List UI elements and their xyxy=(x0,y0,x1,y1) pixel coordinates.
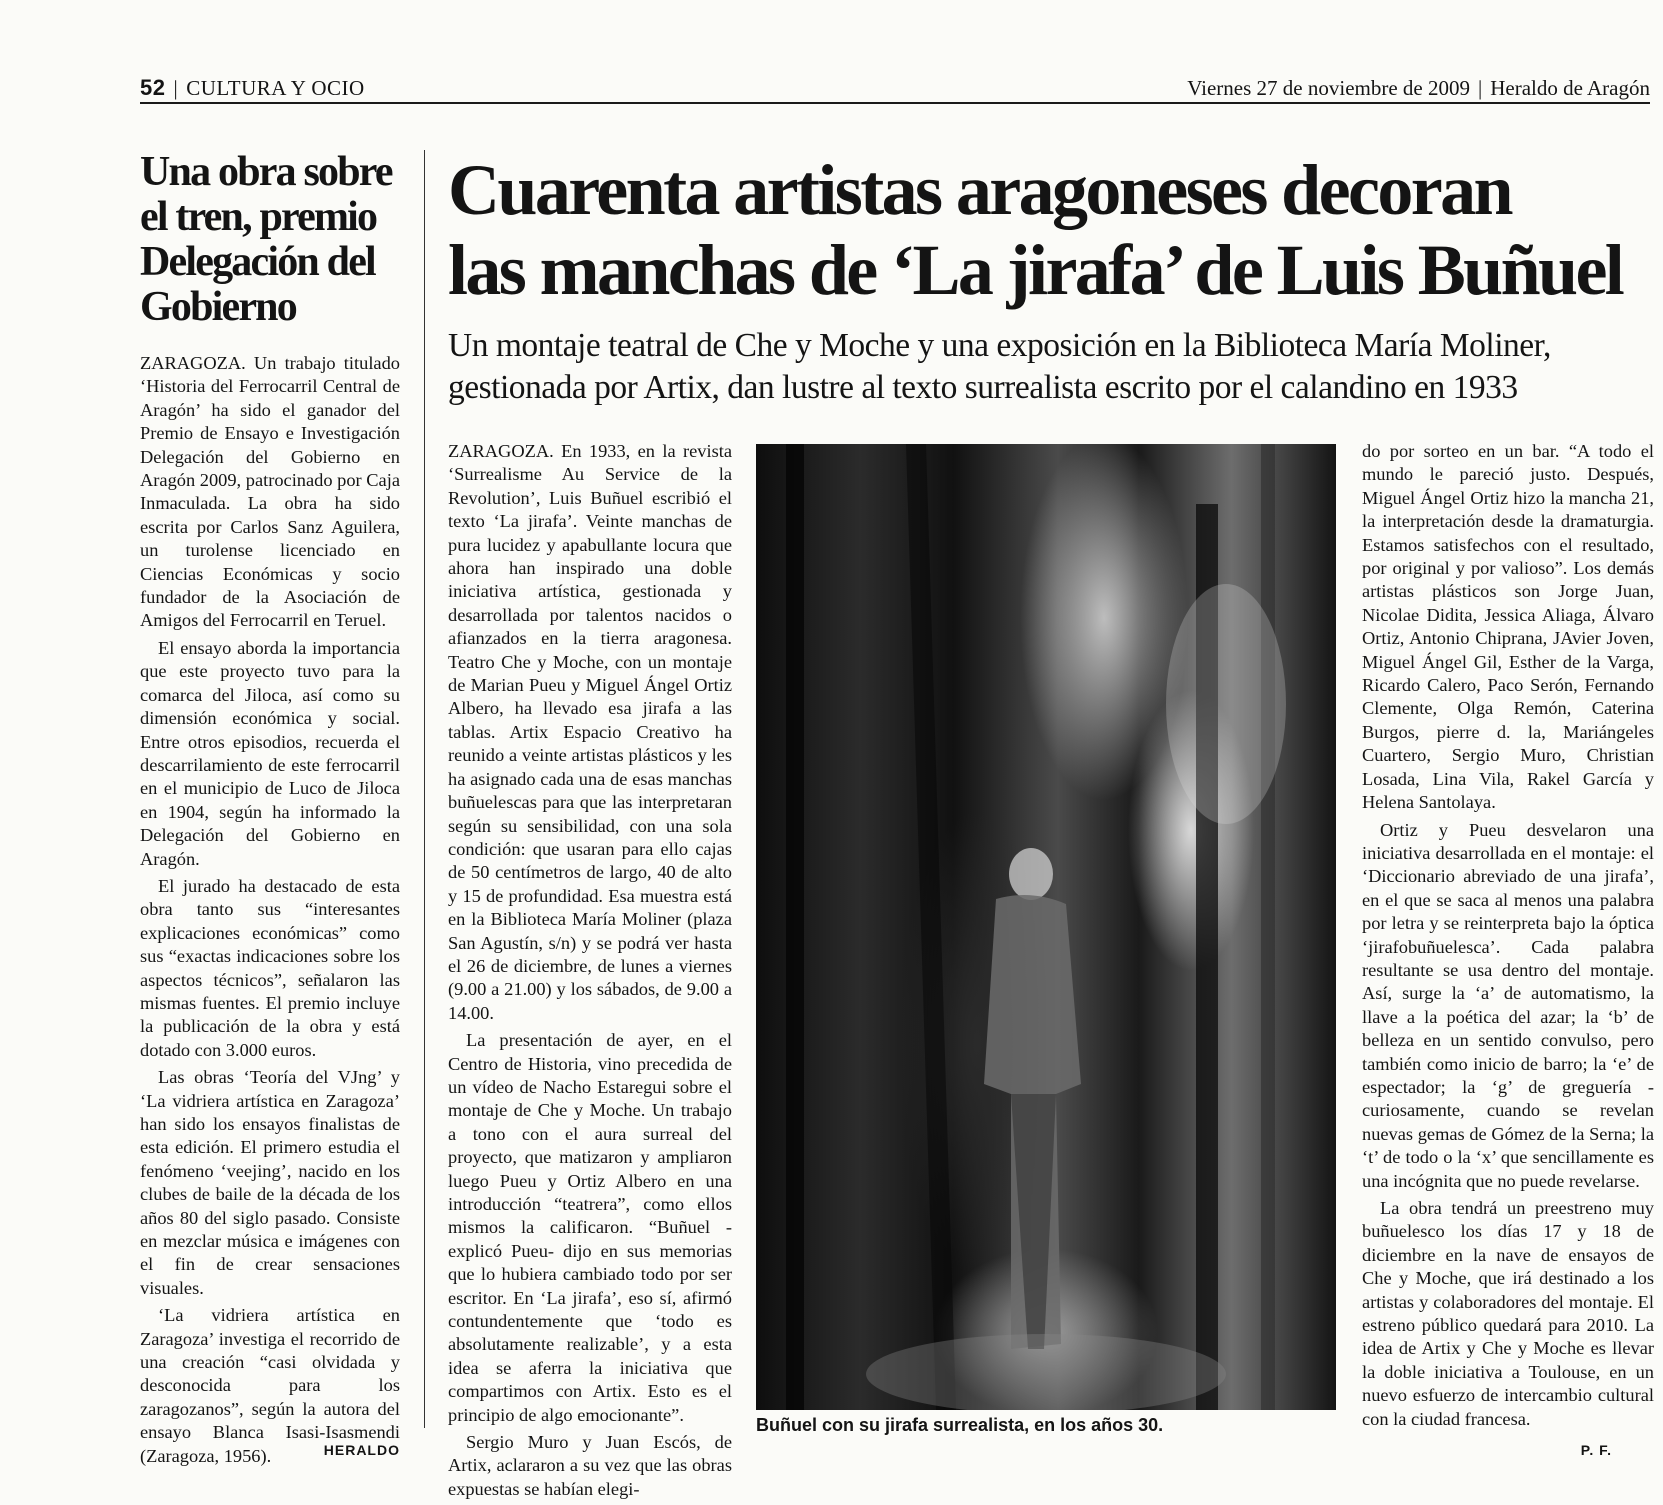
sidebar-paragraph: El jurado ha destacado de esta obra tanto sus “interesantes explicaciones económicas” como sus “exactas indicaciones sobre los aspectos técnicos”, señalaron las mismas fuentes. El premio incluye la publicación de la obra y está dotado con 3.000 euros. xyxy=(140,875,400,1060)
page-number: 52 xyxy=(140,75,166,100)
sidebar-headline: Una obra sobre el tren, premio Delegación del Gobierno xyxy=(140,149,392,330)
page-header-left xyxy=(140,74,365,102)
publication-name: Heraldo de Aragón xyxy=(1490,76,1650,100)
article-paragraph: Ortiz y Pueu desvelaron una iniciativa desarrollada en el montaje: el ‘Diccionario abreviado de una jirafa’, en el que se saca al menos una palabra por letra y se reinterpreta bajo la óptica ‘jirafobuñuelesca’. Cada palabra resultante se usa dentro del montaje. Así, surge la ‘a’ de automatismo, la llave a la poética del azar; la ‘b’ de belleza en un sentido convulso, pero también como inicio de barro; la ‘e’ de espectador; la ‘g’ de greguería -curiosamente, cuando se revelan nuevas gemas de Gómez de la Serna; la ‘t’ de todo o la ‘x’ que sencillamente es una incógnita que no puede revelarse. xyxy=(1362,819,1654,1191)
header-separator: | xyxy=(173,76,179,100)
headline-line-1: Cuarenta artistas aragoneses decoran xyxy=(448,150,1511,230)
header-separator-2: | xyxy=(1478,76,1483,100)
sidebar-signature: HERALDO xyxy=(323,1442,400,1458)
sidebar-paragraph: El ensayo aborda la importancia que este proyecto tuvo para la comarca del Jiloca, así como su dimensión económica y social. Entre otros episodios, recuerda el descarrilamiento de este ferrocarril en el municipio de Luco de Jiloca en 1904, según ha informado la Delegación del Gobierno en Aragón. xyxy=(140,637,400,869)
page-header-right xyxy=(1187,74,1650,102)
sidebar-paragraph: Las obras ‘Teoría del VJng’ y ‘La vidriera artística en Zaragoza’ han sido los ensayos finalistas de esta edición. El primero estudia el fenómeno ‘veejing’, nacido en los clubes de baile de la década de los años 80 del siglo pasado. Consiste en mezclar música e imágenes con el fin de crear sensaciones visuales. xyxy=(140,1067,400,1298)
article-paragraph: Sergio Muro y Juan Escós, de Artix, aclararon a su vez que las obras expuestas se habían elegi- xyxy=(448,1432,732,1499)
sidebar-body xyxy=(140,352,400,1472)
issue-date: Viernes 27 de noviembre de 2009 xyxy=(1187,76,1470,100)
article-subheadline: Un montaje teatral de Che y Moche y una exposición en la Biblioteca María Moliner, gestionada por Artix, dan lustre al texto surrealista escrito por el calandino en 1933 xyxy=(448,327,1551,406)
sidebar-paragraph: ‘La vidriera artística en Zaragoza’ investiga el recorrido de una creación “casi olvidada y desconocida para los zaragozanos”, según la autora del ensayo Blanca Isasi-Isasmendi (Zaragoza, 1956). xyxy=(140,1305,400,1466)
article-headline xyxy=(448,150,1653,310)
sidebar-paragraph: ZARAGOZA. Un trabajo titulado ‘Historia del Ferrocarril Central de Aragón’ ha sido el ganador del Premio de Ensayo e Investigación Delegación del Gobierno en Aragón 2009, patrocinado por Caja Inmaculada. La obra ha sido escrita por Carlos Sanz Aguilera, un turolense licenciado en Ciencias Económicas y socio fundador de la Asociación de Amigos del Ferrocarril en Teruel. xyxy=(140,353,400,631)
article-paragraph: ZARAGOZA. En 1933, en la revista ‘Surrealisme Au Service de la Revolution’, Luis Buñuel escribió el texto ‘La jirafa’. Veinte manchas de pura lucidez y apabullante locura que ahora han inspirado una doble iniciativa artística, gestionada y desarrollada por talentos nacidos o afianzados en la tierra aragonesa. Teatro Che y Moche, con un montaje de Marian Pueu y Miguel Ángel Ortiz Albero, ha llevado esa jirafa a las tablas. Artix Espacio Creativo ha reunido a veinte artistas plásticos y les ha asignado cada una de esas manchas buñuelescas para que las interpretaran según su sensibilidad, con una sola condición: que usaran para ello cajas de 50 centímetros de largo, 40 de alto y 15 de profundidad. Esa muestra está en la Biblioteca María Moliner (plaza San Agustín, s/n) y se podrá ver hasta el 26 de diciembre, de lunes a viernes (9.00 a 21.00) y los sábados, de 9.00 a 14.00. xyxy=(448,441,732,1023)
section-name: CULTURA Y OCIO xyxy=(186,76,365,100)
photo-caption: Buñuel con su jirafa surrealista, en los años 30. xyxy=(756,1415,1164,1435)
article-photo xyxy=(756,444,1336,1410)
article-signature: P. F. xyxy=(1580,1442,1612,1458)
article-paragraph: La obra tendrá un preestreno muy buñuelesco los días 17 y 18 de diciembre en la nave de ensayos de Che y Moche, que irá destinado a los artistas y colaboradores del montaje. El estreno público quedará para 2010. La idea de Artix y Che y Moche es llevar la doble iniciativa a Toulouse, en un nuevo esfuerzo de intercambio cultural con la ciudad francesa. xyxy=(1362,1198,1654,1429)
article-column-3 xyxy=(1362,440,1654,1435)
page-header xyxy=(140,74,1650,104)
article-paragraph: La presentación de ayer, en el Centro de Historia, vino precedida de un vídeo de Nacho Estaregui sobre el montaje de Che y Moche. Un trabajo a tono con el aura surreal del proyecto, que matizaron y ampliaron luego Pueu y Ortiz Albero en una introducción “teatrera”, como ellos mismos la calificaron. “Buñuel -explicó Pueu- dijo en sus memorias que lo hubiera cambiado todo por ser escritor. En ‘La jirafa’, eso sí, afirmó contundentemente que ‘todo es absolutamente realizable’, y a esta idea se aferra la iniciativa que compartimos con Artix. Esto es el principio de algo emocionante”. xyxy=(448,1030,732,1425)
article-paragraph: do por sorteo en un bar. “A todo el mundo le pareció justo. Después, Miguel Ángel Ortiz hizo la mancha 21, la interpretación desde la dramaturgia. Estamos satisfechos con el resultado, por original y por valioso”. Los demás artistas plásticos son Jorge Juan, Nicolae Didita, Jessica Aliaga, Álvaro Ortiz, Antonio Chiprana, JAvier Joven, Miguel Ángel Gil, Esther de la Varga, Ricardo Calero, Paco Serón, Fernando Clemente, Olga Remón, Caterina Burgos, pierre d. la, Mariángeles Cuartero, Sergio Muro, Christian Losada, Lina Vila, Rakel García y Helena Santolaya. xyxy=(1362,441,1654,813)
article-column-1 xyxy=(448,440,732,1505)
headline-line-2: las manchas de ‘La jirafa’ de Luis Buñuel xyxy=(448,230,1623,310)
photo-illustration xyxy=(756,444,1336,1410)
column-divider xyxy=(424,150,425,1428)
